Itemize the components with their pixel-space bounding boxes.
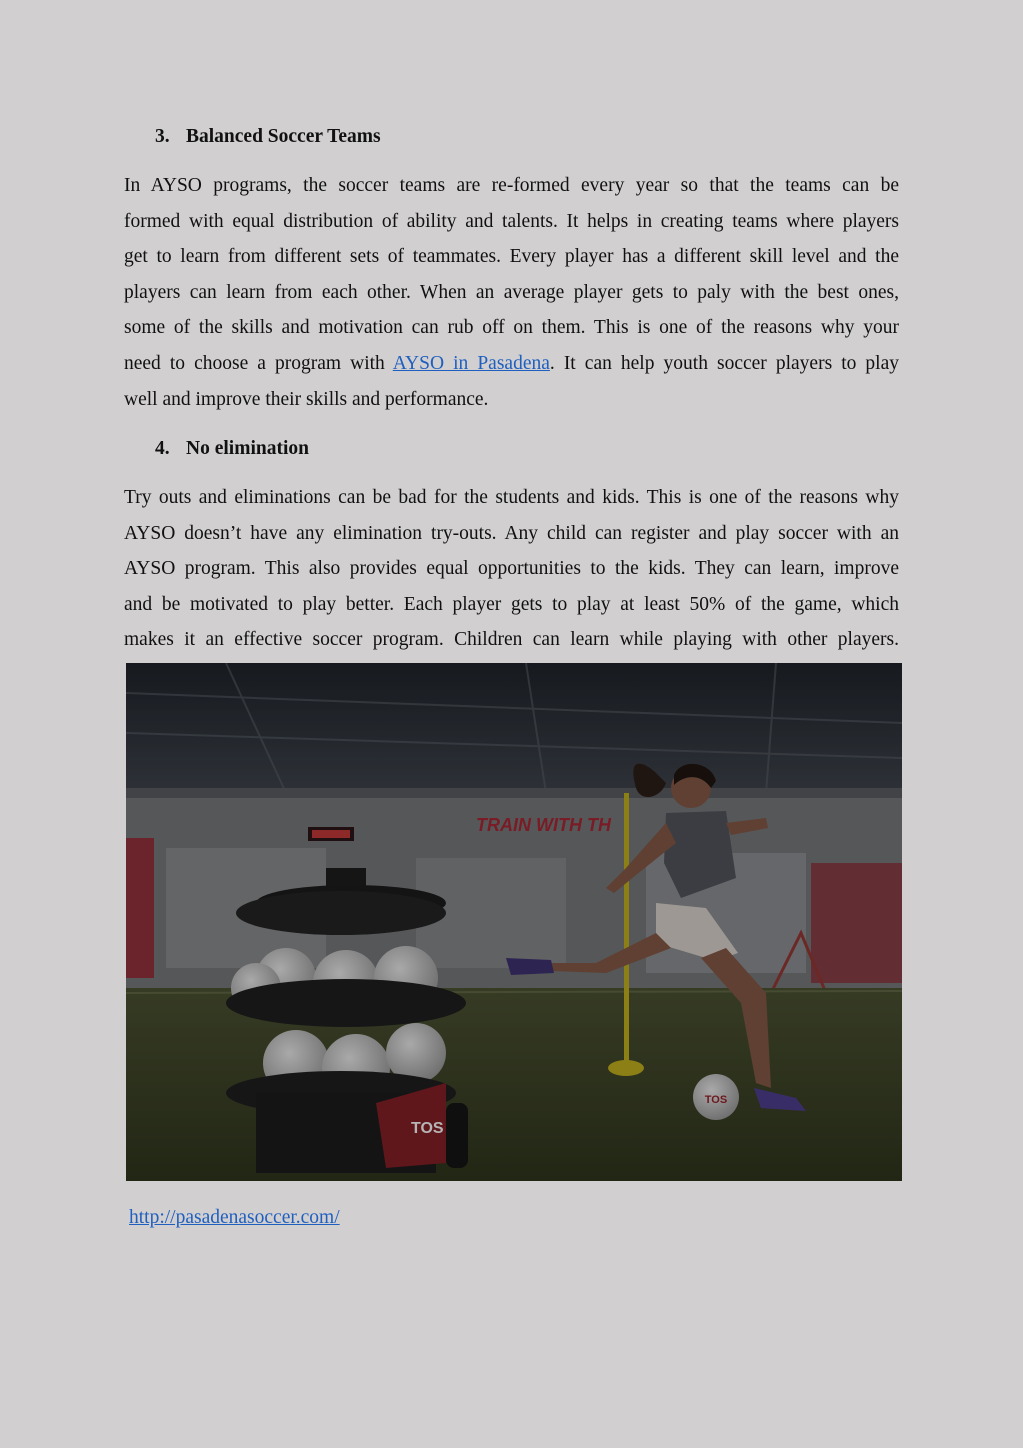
section-number: 3. [155, 126, 170, 147]
soccer-training-photo [126, 663, 902, 1181]
machine-brand-text: TOS [411, 1120, 444, 1137]
section-heading-balanced-teams [155, 125, 381, 149]
link-line-before: need to choose a program with [124, 352, 393, 374]
wall-banner-text: TRAIN WITH TH [476, 815, 611, 835]
section-title: Balanced Soccer Teams [186, 126, 381, 147]
paragraph-no-elimination [124, 480, 899, 658]
section-title: No elimination [186, 438, 309, 459]
source-url-link[interactable]: http://pasadenasoccer.com/ [129, 1207, 340, 1228]
ayso-pasadena-link[interactable]: AYSO in Pasadena [392, 352, 550, 374]
paragraph-line: Try outs and eliminations can be bad for the students and kids. This is one of the reasons why [124, 487, 899, 508]
paragraph-line: In AYSO programs, the soccer teams are re-formed every year so that the teams can be [124, 175, 899, 196]
paragraph-line: players can learn from each other. When an average player gets to paly with the best ones, [124, 281, 899, 303]
ball-brand-text: TOS [704, 1094, 728, 1106]
paragraph-balanced-teams [124, 168, 899, 417]
paragraph-line: some of the skills and motivation can rub off on them. This is one of the reasons why your [124, 317, 899, 339]
paragraph-line: AYSO program. This also provides equal opportunities to the kids. They can learn, improve [124, 558, 899, 580]
link-line-after: . It can help youth soccer players to play [549, 352, 899, 374]
section-number: 4. [155, 438, 170, 459]
paragraph-line: makes it an effective soccer program. Children can learn while playing with other players. [124, 629, 899, 651]
paragraph-line: and be motivated to play better. Each player gets to play at least 50% of the game, which [124, 593, 899, 615]
photo-illustration [126, 663, 902, 1181]
paragraph-line: get to learn from different sets of teammates. Every player has a different skill level and the [124, 246, 899, 268]
paragraph-line: well and improve their skills and performance. [124, 388, 489, 410]
section-heading-no-elimination [155, 437, 309, 461]
paragraph-line: AYSO doesn’t have any elimination try-outs. Any child can register and play soccer with an [124, 522, 899, 544]
paragraph-line: formed with equal distribution of ability and talents. It helps in creating teams where players [124, 210, 899, 232]
paragraph-line-with-link [124, 346, 899, 382]
